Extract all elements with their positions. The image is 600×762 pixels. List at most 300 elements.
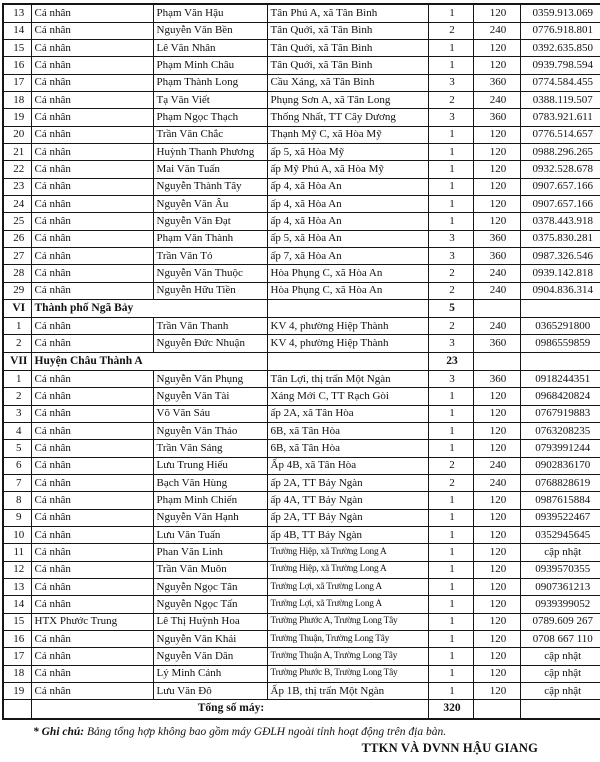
address-cell: Trường Hiệp, xã Trường Long A [267, 544, 428, 561]
section-total-cell: 5 [428, 300, 473, 318]
address-cell: ấp 4, xã Hòa An [267, 213, 428, 230]
address-cell: Trường Thuận, Trường Long Tây [267, 631, 428, 648]
capacity-cell: 120 [473, 544, 520, 561]
capacity-cell: 120 [473, 178, 520, 195]
address-cell: ấp Mỹ Phú A, xã Hòa Mỹ [267, 161, 428, 178]
address-cell: Ấp 1B, thị trấn Một Ngàn [267, 683, 428, 700]
capacity-cell: 120 [473, 561, 520, 578]
row-number-cell: 26 [3, 230, 31, 247]
table-row [3, 39, 600, 56]
owner-type-cell: Cá nhân [31, 509, 153, 526]
owner-name-cell: Lưu Văn Đô [153, 683, 267, 700]
row-number-cell: 14 [3, 22, 31, 39]
quantity-cell: 1 [428, 213, 473, 230]
phone-cell: 0968420824 [520, 388, 600, 405]
row-number-cell: 1 [3, 370, 31, 387]
owner-type-cell: Cá nhân [31, 665, 153, 682]
address-cell: Hòa Phụng C, xã Hòa An [267, 265, 428, 282]
table-row [3, 178, 600, 195]
table-row [3, 335, 600, 352]
phone-cell: 0776.514.657 [520, 126, 600, 143]
address-cell: KV 4, phường Hiệp Thành [267, 318, 428, 335]
table-row [3, 613, 600, 630]
owner-type-cell: Cá nhân [31, 526, 153, 543]
quantity-cell: 3 [428, 230, 473, 247]
section-title-cell: Thành phố Ngã Bảy [31, 300, 267, 318]
owner-type-cell: Cá nhân [31, 388, 153, 405]
owner-type-cell: Cá nhân [31, 39, 153, 56]
address-cell: ấp 2A, TT Bảy Ngàn [267, 474, 428, 491]
address-cell: Tân Quới, xã Tân Bình [267, 57, 428, 74]
owner-name-cell: Nguyễn Văn Thuộc [153, 265, 267, 282]
capacity-cell: 240 [473, 457, 520, 474]
capacity-cell: 120 [473, 4, 520, 22]
row-number-cell: 5 [3, 440, 31, 457]
capacity-cell: 120 [473, 631, 520, 648]
phone-cell: 0987.326.546 [520, 248, 600, 265]
phone-cell: 0939522467 [520, 509, 600, 526]
section-header-row [3, 352, 600, 370]
quantity-cell: 1 [428, 57, 473, 74]
capacity-cell: 120 [473, 613, 520, 630]
section-header-row [3, 300, 600, 318]
capacity-cell: 120 [473, 213, 520, 230]
quantity-cell: 3 [428, 248, 473, 265]
row-number-cell: 19 [3, 683, 31, 700]
row-number-cell: 20 [3, 126, 31, 143]
owner-type-cell: Cá nhân [31, 370, 153, 387]
row-number-cell: 13 [3, 579, 31, 596]
owner-type-cell: Cá nhân [31, 74, 153, 91]
address-cell: Tân Phú A, xã Tân Bình [267, 4, 428, 22]
address-cell: 6B, xã Tân Hòa [267, 422, 428, 439]
footnote-label: * Ghi chú: [33, 726, 85, 738]
table-row [3, 561, 600, 578]
address-cell: Ấp 4B, xã Tân Hòa [267, 457, 428, 474]
quantity-cell: 1 [428, 126, 473, 143]
owner-type-cell: Cá nhân [31, 282, 153, 299]
owner-name-cell: Lê Thị Huỳnh Hoa [153, 613, 267, 630]
owner-type-cell: Cá nhân [31, 631, 153, 648]
capacity-cell: 240 [473, 282, 520, 299]
owner-type-cell: Cá nhân [31, 544, 153, 561]
owner-type-cell: Cá nhân [31, 405, 153, 422]
address-cell: Phụng Sơn A, xã Tân Long [267, 91, 428, 108]
phone-cell [520, 352, 600, 370]
owner-name-cell: Nguyễn Hữu Tiền [153, 282, 267, 299]
phone-cell [520, 300, 600, 318]
owner-type-cell: Cá nhân [31, 335, 153, 352]
row-number-cell: 9 [3, 509, 31, 526]
table-row [3, 665, 600, 682]
phone-cell: 0365291800 [520, 318, 600, 335]
owner-name-cell: Phạm Văn Hậu [153, 4, 267, 22]
capacity-cell: 120 [473, 440, 520, 457]
address-cell: ấp 5, xã Hòa Mỹ [267, 143, 428, 160]
address-cell: Cầu Xáng, xã Tân Bình [267, 74, 428, 91]
quantity-cell: 1 [428, 544, 473, 561]
scanned-register-document [0, 3, 600, 756]
capacity-cell: 120 [473, 405, 520, 422]
row-number-cell: 29 [3, 282, 31, 299]
row-number-cell: 15 [3, 39, 31, 56]
table-row [3, 318, 600, 335]
quantity-cell: 3 [428, 335, 473, 352]
row-number-cell: 12 [3, 561, 31, 578]
quantity-cell: 1 [428, 161, 473, 178]
phone-cell: 0902836170 [520, 457, 600, 474]
table-row [3, 631, 600, 648]
phone-cell: cập nhật [520, 544, 600, 561]
quantity-cell: 1 [428, 388, 473, 405]
owner-type-cell: Cá nhân [31, 109, 153, 126]
quantity-cell: 1 [428, 683, 473, 700]
capacity-cell: 120 [473, 596, 520, 613]
capacity-cell: 120 [473, 492, 520, 509]
owner-name-cell: Nguyễn Đức Nhuận [153, 335, 267, 352]
owner-type-cell: Cá nhân [31, 196, 153, 213]
capacity-cell: 120 [473, 665, 520, 682]
table-row [3, 126, 600, 143]
address-cell: Xáng Mới C, TT Rạch Gòi [267, 388, 428, 405]
row-number-cell: 16 [3, 57, 31, 74]
table-row [3, 22, 600, 39]
phone-cell: 0939.798.594 [520, 57, 600, 74]
owner-type-cell: Cá nhân [31, 248, 153, 265]
phone-cell: 0986559859 [520, 335, 600, 352]
quantity-cell: 1 [428, 178, 473, 195]
owner-type-cell: Cá nhân [31, 422, 153, 439]
row-number-cell: 2 [3, 388, 31, 405]
section-numeral-cell: VI [3, 300, 31, 318]
row-number-cell: 17 [3, 648, 31, 665]
quantity-cell: 1 [428, 561, 473, 578]
table-row [3, 492, 600, 509]
row-number-cell: 10 [3, 526, 31, 543]
capacity-cell: 120 [473, 161, 520, 178]
owner-name-cell: Trần Văn Muôn [153, 561, 267, 578]
address-cell: KV 4, phường Hiệp Thành [267, 335, 428, 352]
quantity-cell: 2 [428, 318, 473, 335]
row-number-cell [3, 700, 31, 719]
address-cell: ấp 4, xã Hòa An [267, 196, 428, 213]
row-number-cell: 11 [3, 544, 31, 561]
phone-cell: 0359.913.069 [520, 4, 600, 22]
table-row [3, 282, 600, 299]
phone-cell: 0768828619 [520, 474, 600, 491]
row-number-cell: 18 [3, 91, 31, 108]
quantity-cell: 3 [428, 370, 473, 387]
owner-type-cell: Cá nhân [31, 161, 153, 178]
owner-type-cell: Cá nhân [31, 22, 153, 39]
row-number-cell: 27 [3, 248, 31, 265]
capacity-cell [473, 352, 520, 370]
owner-name-cell: Nguyễn Văn Khải [153, 631, 267, 648]
grand-total-label-cell: Tổng số máy: [31, 700, 428, 719]
phone-cell: 0932.528.678 [520, 161, 600, 178]
owner-name-cell: Nguyễn Ngọc Tân [153, 579, 267, 596]
owner-type-cell: Cá nhân [31, 492, 153, 509]
phone-cell: 0987615884 [520, 492, 600, 509]
row-number-cell: 16 [3, 631, 31, 648]
phone-cell: cập nhật [520, 648, 600, 665]
table-row [3, 544, 600, 561]
phone-cell: cập nhật [520, 665, 600, 682]
row-number-cell: 19 [3, 109, 31, 126]
quantity-cell: 1 [428, 492, 473, 509]
capacity-cell: 360 [473, 248, 520, 265]
row-number-cell: 22 [3, 161, 31, 178]
capacity-cell: 360 [473, 230, 520, 247]
owner-type-cell: Cá nhân [31, 683, 153, 700]
table-row [3, 213, 600, 230]
phone-cell: cập nhật [520, 683, 600, 700]
owner-name-cell: Nguyễn Văn Bền [153, 22, 267, 39]
owner-name-cell: Trần Văn Sáng [153, 440, 267, 457]
phone-cell: 0918244351 [520, 370, 600, 387]
owner-type-cell: Cá nhân [31, 213, 153, 230]
capacity-cell: 120 [473, 57, 520, 74]
capacity-cell: 120 [473, 422, 520, 439]
capacity-cell: 240 [473, 22, 520, 39]
owner-name-cell: Huỳnh Thanh Phương [153, 143, 267, 160]
quantity-cell: 1 [428, 526, 473, 543]
row-number-cell: 28 [3, 265, 31, 282]
capacity-cell: 360 [473, 109, 520, 126]
quantity-cell: 2 [428, 457, 473, 474]
phone-cell: 0774.584.455 [520, 74, 600, 91]
capacity-cell: 240 [473, 91, 520, 108]
phone-cell: 0783.921.611 [520, 109, 600, 126]
quantity-cell: 1 [428, 509, 473, 526]
owner-name-cell: Lưu Văn Tuấn [153, 526, 267, 543]
section-numeral-cell: VII [3, 352, 31, 370]
quantity-cell: 1 [428, 665, 473, 682]
phone-cell: 0939399052 [520, 596, 600, 613]
owner-type-cell: Cá nhân [31, 561, 153, 578]
table-row [3, 74, 600, 91]
phone-cell: 0907361213 [520, 579, 600, 596]
owner-type-cell: Cá nhân [31, 648, 153, 665]
table-row [3, 474, 600, 491]
phone-cell [520, 700, 600, 719]
address-cell: Hòa Phụng C, xã Hòa An [267, 282, 428, 299]
table-row [3, 457, 600, 474]
row-number-cell: 2 [3, 335, 31, 352]
table-row [3, 440, 600, 457]
address-cell: Thống Nhất, TT Cây Dương [267, 109, 428, 126]
owner-name-cell: Nguyễn Văn Âu [153, 196, 267, 213]
capacity-cell: 360 [473, 335, 520, 352]
quantity-cell: 1 [428, 143, 473, 160]
address-cell: ấp 2A, TT Bảy Ngàn [267, 509, 428, 526]
owner-type-cell: Cá nhân [31, 91, 153, 108]
owner-name-cell: Nguyễn Văn Dân [153, 648, 267, 665]
address-cell: Trường Phước B, Trường Long Tây [267, 665, 428, 682]
table-row [3, 161, 600, 178]
owner-type-cell: HTX Phước Trung [31, 613, 153, 630]
owner-type-cell: Cá nhân [31, 4, 153, 22]
row-number-cell: 6 [3, 457, 31, 474]
table-row [3, 91, 600, 108]
table-row [3, 683, 600, 700]
quantity-cell: 1 [428, 631, 473, 648]
capacity-cell: 120 [473, 143, 520, 160]
phone-cell: 0763208235 [520, 422, 600, 439]
owner-type-cell: Cá nhân [31, 440, 153, 457]
address-cell: ấp 2A, xã Tân Hòa [267, 405, 428, 422]
phone-cell: 0388.119.507 [520, 91, 600, 108]
phone-cell: 0708 667 110 [520, 631, 600, 648]
grand-total-value-cell: 320 [428, 700, 473, 719]
owner-name-cell: Phạm Văn Thành [153, 230, 267, 247]
row-number-cell: 24 [3, 196, 31, 213]
row-number-cell: 17 [3, 74, 31, 91]
quantity-cell: 1 [428, 39, 473, 56]
capacity-cell: 120 [473, 196, 520, 213]
quantity-cell: 2 [428, 265, 473, 282]
table-row [3, 230, 600, 247]
quantity-cell: 1 [428, 196, 473, 213]
address-cell: ấp 4A, TT Bảy Ngàn [267, 492, 428, 509]
table-row [3, 265, 600, 282]
address-cell: ấp 5, xã Hòa An [267, 230, 428, 247]
address-cell: Trường Phước A, Trường Long Tây [267, 613, 428, 630]
phone-cell: 0767919883 [520, 405, 600, 422]
quantity-cell: 2 [428, 22, 473, 39]
row-number-cell: 15 [3, 613, 31, 630]
section-title-cell: Huyện Châu Thành A [31, 352, 267, 370]
footnote [33, 726, 600, 738]
table-row [3, 4, 600, 22]
address-cell: ấp 4, xã Hòa An [267, 178, 428, 195]
table-row [3, 196, 600, 213]
owner-type-cell: Cá nhân [31, 596, 153, 613]
owner-type-cell: Cá nhân [31, 318, 153, 335]
capacity-cell: 120 [473, 648, 520, 665]
address-cell: Thạnh Mỹ C, xã Hòa Mỹ [267, 126, 428, 143]
owner-name-cell: Nguyễn Văn Thảo [153, 422, 267, 439]
owner-name-cell: Lý Minh Cảnh [153, 665, 267, 682]
capacity-cell: 120 [473, 509, 520, 526]
table-row [3, 596, 600, 613]
owner-name-cell: Phạm Minh Châu [153, 57, 267, 74]
phone-cell: 0378.443.918 [520, 213, 600, 230]
row-number-cell: 23 [3, 178, 31, 195]
capacity-cell: 120 [473, 39, 520, 56]
table-row [3, 57, 600, 74]
row-number-cell: 3 [3, 405, 31, 422]
owner-name-cell: Trần Văn Thanh [153, 318, 267, 335]
owner-type-cell: Cá nhân [31, 579, 153, 596]
address-cell: Trường Lợi, xã Trường Long A [267, 579, 428, 596]
owner-type-cell: Cá nhân [31, 457, 153, 474]
row-number-cell: 1 [3, 318, 31, 335]
owner-type-cell: Cá nhân [31, 143, 153, 160]
quantity-cell: 1 [428, 422, 473, 439]
signature-line: TTKN VÀ DVNN HẬU GIANG [361, 741, 538, 755]
row-number-cell: 8 [3, 492, 31, 509]
phone-cell: 0904.836.314 [520, 282, 600, 299]
table-row [3, 422, 600, 439]
address-cell: Trường Lợi, xã Trường Long A [267, 596, 428, 613]
phone-cell: 0776.918.801 [520, 22, 600, 39]
register-table-body [3, 4, 600, 719]
owner-name-cell: Trần Văn Tỏ [153, 248, 267, 265]
owner-name-cell: Mai Văn Tuấn [153, 161, 267, 178]
capacity-cell: 120 [473, 126, 520, 143]
quantity-cell: 1 [428, 579, 473, 596]
owner-name-cell: Nguyễn Thành Tây [153, 178, 267, 195]
phone-cell: 0907.657.166 [520, 196, 600, 213]
address-cell: Trường Thuận A, Trường Long Tây [267, 648, 428, 665]
phone-cell: 0793991244 [520, 440, 600, 457]
phone-cell: 0988.296.265 [520, 143, 600, 160]
table-row [3, 509, 600, 526]
capacity-cell: 120 [473, 526, 520, 543]
row-number-cell: 18 [3, 665, 31, 682]
quantity-cell: 1 [428, 440, 473, 457]
quantity-cell: 3 [428, 74, 473, 91]
capacity-cell: 240 [473, 265, 520, 282]
owner-name-cell: Lê Văn Nhân [153, 39, 267, 56]
quantity-cell: 1 [428, 596, 473, 613]
row-number-cell: 13 [3, 4, 31, 22]
quantity-cell: 2 [428, 91, 473, 108]
quantity-cell: 1 [428, 613, 473, 630]
owner-name-cell: Trần Văn Chắc [153, 126, 267, 143]
table-row [3, 370, 600, 387]
owner-type-cell: Cá nhân [31, 265, 153, 282]
owner-name-cell: Phạm Thành Long [153, 74, 267, 91]
capacity-cell: 120 [473, 683, 520, 700]
quantity-cell: 1 [428, 405, 473, 422]
owner-name-cell: Phạm Minh Chiến [153, 492, 267, 509]
address-cell: Tân Lợi, thị trấn Một Ngàn [267, 370, 428, 387]
capacity-cell: 360 [473, 74, 520, 91]
capacity-cell: 120 [473, 388, 520, 405]
row-number-cell: 21 [3, 143, 31, 160]
table-row [3, 109, 600, 126]
quantity-cell: 3 [428, 109, 473, 126]
owner-type-cell: Cá nhân [31, 126, 153, 143]
phone-cell: 0939.142.818 [520, 265, 600, 282]
address-cell [267, 300, 428, 318]
machine-register-table [2, 3, 600, 720]
owner-name-cell: Nguyễn Ngọc Tấn [153, 596, 267, 613]
grand-total-row [3, 700, 600, 719]
capacity-cell [473, 700, 520, 719]
owner-type-cell: Cá nhân [31, 178, 153, 195]
capacity-cell: 360 [473, 370, 520, 387]
owner-name-cell: Phạm Ngọc Thạch [153, 109, 267, 126]
owner-type-cell: Cá nhân [31, 57, 153, 74]
table-row [3, 579, 600, 596]
phone-cell: 0392.635.850 [520, 39, 600, 56]
owner-name-cell: Nguyễn Văn Hạnh [153, 509, 267, 526]
quantity-cell: 1 [428, 648, 473, 665]
table-row [3, 648, 600, 665]
owner-name-cell: Nguyễn Văn Phụng [153, 370, 267, 387]
phone-cell: 0789.609 267 [520, 613, 600, 630]
table-row [3, 143, 600, 160]
address-cell: Trường Hiệp, xã Trường Long A [267, 561, 428, 578]
capacity-cell: 120 [473, 579, 520, 596]
owner-name-cell: Bạch Văn Hùng [153, 474, 267, 491]
capacity-cell: 240 [473, 318, 520, 335]
table-row [3, 388, 600, 405]
row-number-cell: 7 [3, 474, 31, 491]
